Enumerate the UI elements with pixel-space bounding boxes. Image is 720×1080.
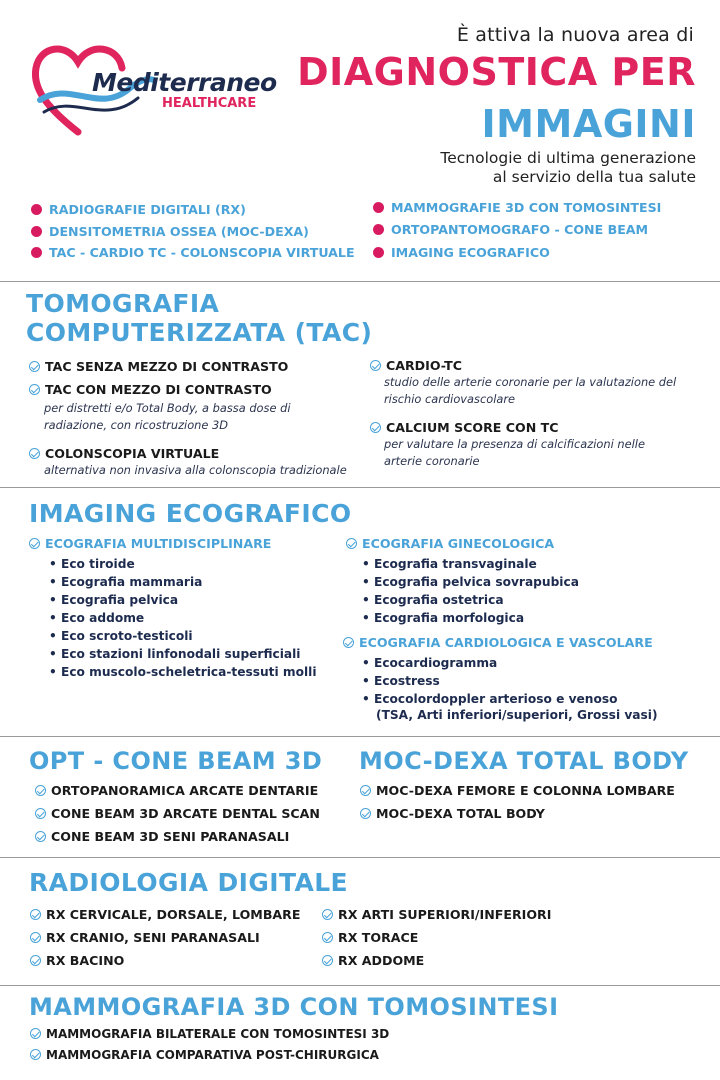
dot-icon — [373, 224, 384, 235]
check-icon — [30, 1049, 41, 1060]
moc-title: MOC-DEXA TOTAL BODY — [359, 747, 689, 775]
list-item: • Ecocardiogramma — [362, 654, 617, 672]
tac-item: COLONSCOPIA VIRTUALE — [29, 446, 219, 461]
eco-subtitle: ECOGRAFIA GINECOLOGICA — [346, 536, 554, 551]
list-item: • Eco stazioni linfonodali superficiali — [49, 645, 317, 663]
moc-item: MOC-DEXA FEMORE E COLONNA LOMBARE — [360, 783, 675, 798]
mammo-item: MAMMOGRAFIA BILATERALE CON TOMOSINTESI 3D — [30, 1027, 389, 1041]
divider — [0, 281, 720, 282]
headline-line1: DIAGNOSTICA PER — [297, 50, 696, 94]
check-icon — [360, 808, 371, 819]
tac-item: CARDIO-TC — [370, 358, 462, 373]
tagline-line2: al servizio della tua salute — [492, 168, 696, 186]
dot-icon — [31, 226, 42, 237]
opt-item: CONE BEAM 3D ARCATE DENTAL SCAN — [35, 806, 320, 821]
brand-sub: HEALTHCARE — [162, 96, 257, 111]
list-item: • Eco scroto-testicoli — [49, 627, 317, 645]
check-icon — [30, 932, 41, 943]
check-icon — [343, 637, 354, 648]
check-icon — [322, 955, 333, 966]
list-item: • Ecografia morfologica — [362, 609, 579, 627]
check-icon — [370, 360, 381, 371]
tac-desc: studio delle arterie coronarie per la valutazione del rischio cardiovascolare — [384, 375, 677, 406]
check-icon — [35, 785, 46, 796]
check-icon — [360, 785, 371, 796]
rx-item: RX CERVICALE, DORSALE, LOMBARE — [30, 907, 300, 922]
headline-line2: IMMAGINI — [481, 102, 696, 146]
check-icon — [29, 538, 40, 549]
service-item: DENSITOMETRIA OSSEA (MOC-DEXA) — [31, 224, 309, 239]
check-icon — [35, 831, 46, 842]
check-icon — [35, 808, 46, 819]
list-item: • Eco addome — [49, 609, 317, 627]
list-item: • Ecostress — [362, 672, 617, 690]
check-icon — [29, 448, 40, 459]
dot-icon — [31, 204, 42, 215]
check-icon — [346, 538, 357, 549]
divider — [0, 736, 720, 737]
tagline — [440, 149, 696, 187]
eco-subtitle: ECOGRAFIA MULTIDISCIPLINARE — [29, 536, 271, 551]
tac-desc: per valutare la presenza di calcificazioni nelle arterie coronarie — [384, 437, 645, 468]
eco-subtitle: ECOGRAFIA CARDIOLOGICA E VASCOLARE — [343, 635, 653, 650]
check-icon — [29, 361, 40, 372]
tac-item: TAC SENZA MEZZO DI CONTRASTO — [29, 359, 288, 374]
tac-item: CALCIUM SCORE CON TC — [370, 420, 559, 435]
dot-icon — [31, 247, 42, 258]
service-item: ORTOPANTOMOGRAFO - CONE BEAM — [373, 222, 648, 237]
eco-cardio-note: (TSA, Arti inferiori/superiori, Grossi vasi) — [376, 708, 658, 722]
opt-item: CONE BEAM 3D SENI PARANASALI — [35, 829, 289, 844]
brand-logo — [30, 40, 280, 140]
check-icon — [30, 955, 41, 966]
list-item: • Ecografia transvaginale — [362, 555, 579, 573]
divider — [0, 487, 720, 488]
rx-item: RX CRANIO, SENI PARANASALI — [30, 930, 260, 945]
moc-item: MOC-DEXA TOTAL BODY — [360, 806, 545, 821]
check-icon — [29, 384, 40, 395]
service-item: IMAGING ECOGRAFICO — [373, 245, 550, 260]
check-icon — [370, 422, 381, 433]
rx-item: RX ARTI SUPERIORI/INFERIORI — [322, 907, 551, 922]
tac-desc: per distretti e/o Total Body, a bassa dose di radiazione, con ricostruzione 3D — [44, 401, 291, 432]
rx-item: RX TORACE — [322, 930, 418, 945]
service-item: TAC - CARDIO TC - COLONSCOPIA VIRTUALE — [31, 245, 355, 260]
list-item: • Ecografia pelvica sovrapubica — [362, 573, 579, 591]
divider — [0, 985, 720, 986]
eco-title: IMAGING ECOGRAFICO — [29, 499, 352, 528]
check-icon — [30, 1028, 41, 1039]
eco-cardio-list — [362, 654, 617, 708]
dot-icon — [373, 247, 384, 258]
tac-title: TOMOGRAFIA COMPUTERIZZATA (TAC) — [26, 289, 373, 347]
brand-name: Mediterraneo — [92, 68, 277, 97]
mammo-title: MAMMOGRAFIA 3D CON TOMOSINTESI — [29, 993, 559, 1021]
dot-icon — [373, 202, 384, 213]
divider — [0, 857, 720, 858]
service-item: MAMMOGRAFIE 3D CON TOMOSINTESI — [373, 200, 661, 215]
rx-item: RX ADDOME — [322, 953, 424, 968]
check-icon — [30, 909, 41, 920]
check-icon — [322, 909, 333, 920]
opt-title: OPT - CONE BEAM 3D — [29, 747, 323, 775]
check-icon — [322, 932, 333, 943]
rx-item: RX BACINO — [30, 953, 124, 968]
list-item: • Ecografia ostetrica — [362, 591, 579, 609]
list-item: • Ecocolordoppler arterioso e venoso — [362, 690, 617, 708]
eco-gine-list — [362, 555, 579, 627]
list-item: • Ecografia mammaria — [49, 573, 317, 591]
opt-item: ORTOPANORAMICA ARCATE DENTARIE — [35, 783, 318, 798]
mammo-item: MAMMOGRAFIA COMPARATIVA POST-CHIRURGICA — [30, 1048, 379, 1062]
list-item: • Eco muscolo-scheletrica-tessuti molli — [49, 663, 317, 681]
tagline-line1: Tecnologie di ultima generazione — [440, 149, 696, 167]
tac-desc: alternativa non invasiva alla colonscopia tradizionale — [44, 463, 347, 477]
list-item: • Ecografia pelvica — [49, 591, 317, 609]
eco-multi-list — [49, 555, 317, 681]
tac-item: TAC CON MEZZO DI CONTRASTO — [29, 382, 272, 397]
rx-title: RADIOLOGIA DIGITALE — [29, 868, 349, 897]
intro-text: È attiva la nuova area di — [456, 24, 694, 46]
list-item: • Eco tiroide — [49, 555, 317, 573]
service-item: RADIOGRAFIE DIGITALI (RX) — [31, 202, 246, 217]
